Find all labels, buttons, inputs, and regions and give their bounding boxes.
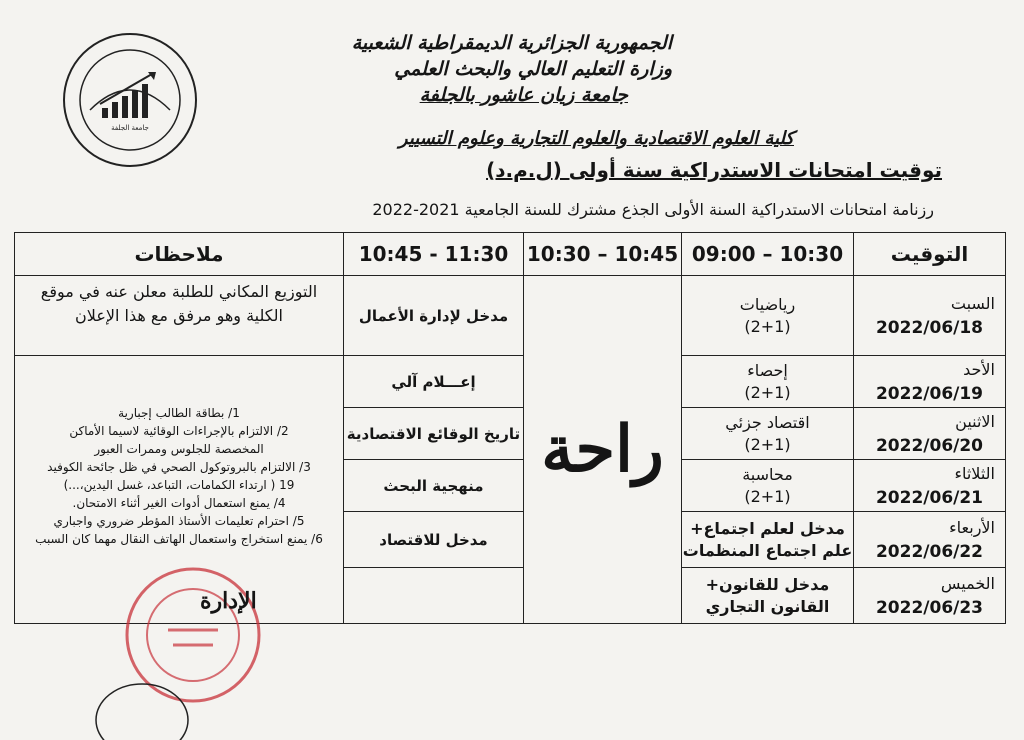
day-cell [854,356,1006,408]
day-name: السبت [950,293,995,313]
note-item: المخصصة للجلوس وممرات العبور [94,442,264,456]
faculty-logo-icon [92,680,192,740]
slot3-cell: إعـــلام آلي [344,356,524,408]
subject-name-2: علم اجتماع المنظمات [682,540,853,560]
slot3-cell: مدخل للاقتصاد [344,512,524,568]
header-slot2: 10:30 – 10:45 [524,233,682,276]
day-name: الثلاثاء [954,463,995,483]
slot1-cell [682,512,854,568]
slot1-cell [682,568,854,624]
subject-name: رياضيات [739,294,796,314]
note-item: 1/ بطاقة الطالب إجبارية [118,406,240,420]
note-item: 4/ يمنع استعمال أدوات الغير أثناء الامتحان. [72,496,286,510]
table-row [15,276,1006,356]
header-slot3: 10:45 - 11:30 [344,233,524,276]
faculty-title: كلية العلوم الاقتصادية والعلوم التجارية وعلوم التسيير [398,128,794,149]
note-item: 19 ( ارتداء الكمامات، التباعد، غسل اليدين،...) [63,478,295,492]
day-cell [854,276,1006,356]
table-header-row [15,233,1006,276]
day-date: 2022/06/21 [875,487,984,508]
slot1-cell [682,460,854,512]
slot1-cell [682,408,854,460]
day-cell [854,460,1006,512]
note-item: 5/ احترام تعليمات الأستاذ المؤطر ضروري واجباري [53,514,305,528]
day-name: الأحد [963,359,995,379]
day-cell [854,568,1006,624]
day-name: الاثنين [955,411,995,431]
page-subtitle: رزنامة امتحانات الاستدراكية السنة الأولى الجذع مشترك للسنة الجامعية 2021-2022 [372,200,934,219]
subject-name: محاسبة [742,464,793,484]
day-name: الأربعاء [949,517,995,537]
day-cell [854,408,1006,460]
table-row [15,356,1006,408]
slot1-cell [682,356,854,408]
slot3-cell: منهجية البحث [344,460,524,512]
header-time: التوقيت [854,233,1006,276]
day-date: 2022/06/18 [875,317,984,338]
subject-name: اقتصاد جزئي [725,412,810,432]
day-cell [854,512,1006,568]
slot1-cell [682,276,854,356]
slot3-cell: تاريخ الوقائع الاقتصادية [344,408,524,460]
page-title: توقيت امتحانات الاستدراكية سنة أولى (ل.م.د) [486,158,942,182]
header-notes: ملاحظات [15,233,344,276]
republic-title: الجمهورية الجزائرية الديمقراطية الشعبية [351,32,672,54]
day-name: الخميس [940,573,995,593]
day-date: 2022/06/20 [875,435,984,456]
day-date: 2022/06/23 [875,597,984,618]
note-item: 3/ الالتزام بالبروتوكول الصحي في ظل جائحة الكوفيد [47,460,311,474]
ministry-title: وزارة التعليم العالي والبحث العلمي [394,58,672,80]
subject-name: مدخل لعلم اجتماع+ [690,518,845,538]
note-item: 2/ الالتزام بالإجراءات الوقائية لاسيما الأماكن [69,424,289,438]
subject-credits: (2+1) [744,434,791,454]
administration-label: الإدارة [200,588,257,614]
subject-name: مدخل للقانون+ [705,574,830,594]
slot3-cell: مدخل لإدارة الأعمال [344,276,524,356]
break-cell [524,276,682,624]
notes-top-cell: التوزيع المكاني للطلبة معلن عنه في موقع الكلية وهو مرفق مع هذا الإعلان [15,276,344,356]
day-date: 2022/06/22 [875,541,984,562]
subject-credits: (2+1) [744,382,791,402]
break-label: راحة [541,411,664,487]
day-date: 2022/06/19 [875,383,984,404]
subject-name: إحصاء [747,360,788,380]
subject-credits: (2+1) [744,316,791,336]
subject-credits: (2+1) [744,486,791,506]
subject-name-2: القانون التجاري [705,596,830,616]
header-slot1: 09:00 – 10:30 [682,233,854,276]
university-logo-icon [60,30,200,170]
slot3-cell [344,568,524,624]
university-title: جامعة زيان عاشور بالجلفة [419,84,628,106]
svg-text:جامعة الجلفة: جامعة الجلفة [111,124,149,132]
note-item: 6/ يمنع استخراج واستعمال الهاتف النقال مهما كان السبب [35,532,323,546]
